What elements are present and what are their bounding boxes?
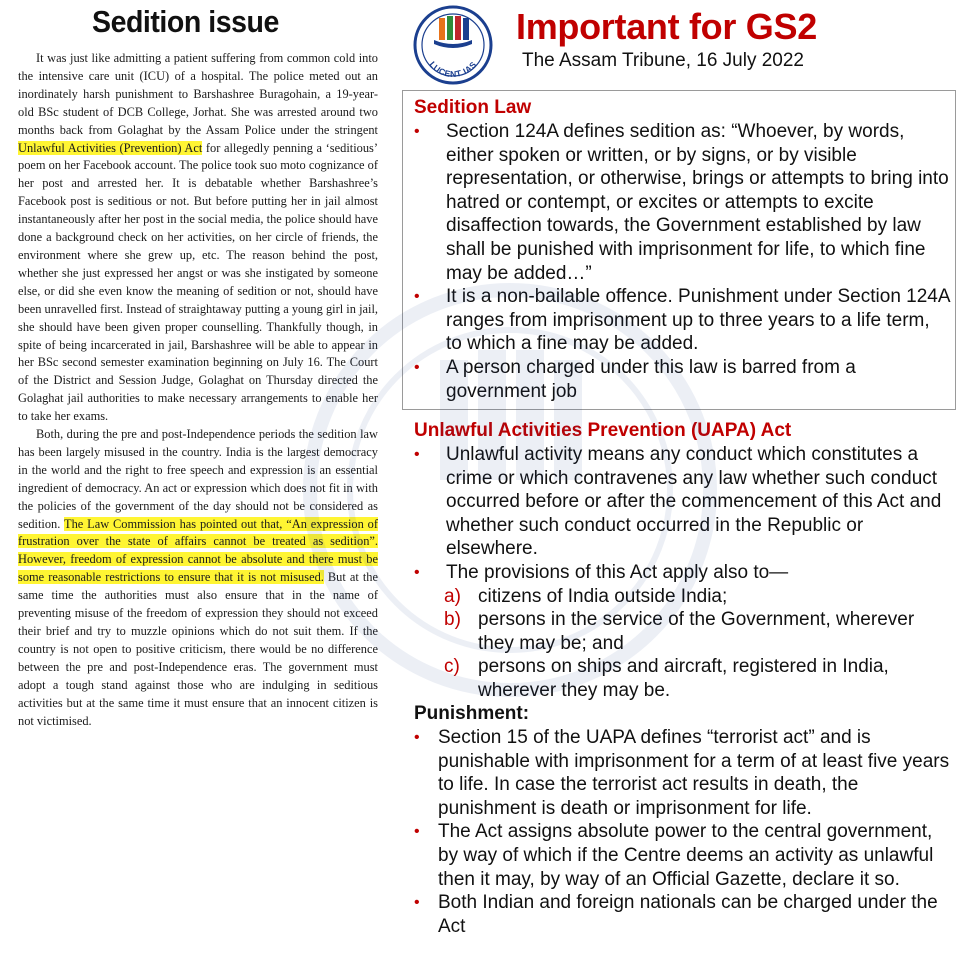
list-item [414, 120, 950, 285]
article-paragraph [18, 426, 378, 730]
lucent-ias-logo [412, 4, 494, 86]
article-text: Both, during the pre and post-Independence periods the sedition law has been largely misused in the country. India is the largest democracy in the world and the right to free speech and expression is an essential ingredient of democracy. An act or expression which does not fit in with the policies of the government of the day should not be considered as sedition. [18, 427, 378, 531]
article-body [18, 50, 378, 730]
bullet-text: The Act assigns absolute power to the central government, by way of which if the Centre deems an activity as unlawful then it may, by way of an Official Gazette, declare it so. [438, 821, 934, 890]
list-item [414, 443, 950, 561]
list-item [414, 285, 950, 356]
sedition-list [414, 120, 950, 403]
uapa-heading: Unlawful Activities Prevention (UAPA) Act [414, 420, 792, 441]
bullet-icon: • [414, 729, 420, 746]
list-item [414, 820, 954, 891]
sub-list-item [414, 608, 950, 655]
sub-text: persons in the service of the Government, wherever they may be; and [478, 609, 915, 654]
uapa-list [414, 443, 950, 703]
highlighted-text: The Law Commission has pointed out that, “An expression of frustration over the state of affairs cannot be treated as sedition”. However, freedom of expression cannot be absolute and there must be some reasonable restrictions to ensure that it is not misused. [18, 516, 378, 585]
bullet-text: Both Indian and foreign nationals can be charged under the Act [438, 892, 938, 937]
bullet-icon: • [414, 358, 420, 376]
bullet-text: Section 124A defines sedition as: “Whoever, by words, either spoken or written, or by signs, or by visible representation, or otherwise, brings or attempts to bring into hatred or contempt, or excites or attempts to excite disaffection towards, the Government established by law shall be punished with imprisonment for life, to which fine may be added…” [446, 121, 949, 284]
bullet-icon: • [414, 446, 420, 463]
sub-text: persons on ships and aircraft, registered in India, wherever they may be. [478, 656, 889, 701]
bullet-text: The provisions of this Act apply also to— [446, 561, 789, 583]
gs-title: Important for GS2 [516, 6, 817, 47]
article-text: It was just like admitting a patient suffering from common cold into the intensive care unit (ICU) of a hospital. The police meted out an inordinately harsh punishment to Barshashree Buragohain, a 19-year-old BSc student of DCB College, Jorhat. She was arrested around two months back from Golaghat by the Assam Police under the stringent [18, 51, 378, 137]
bullet-text: It is a non-bailable offence. Punishment under Section 124A ranges from imprisonment up to three years to a life term, to which a fine may be added. [446, 286, 950, 355]
bullet-text: Section 15 of the UAPA defines “terrorist act” and is punishable with imprisonment for a term of at least five years to life. In case the terrorist act results in death, the punishment is death or imprisonment for life. [438, 727, 950, 819]
sub-label: b) [444, 609, 461, 631]
highlighted-text: Unlawful Activities (Prevention) Act [18, 140, 203, 155]
sedition-heading: Sedition Law [414, 97, 532, 118]
source-line: The Assam Tribune, 16 July 2022 [522, 50, 804, 71]
newspaper-clipping [0, 0, 400, 960]
article-paragraph [18, 50, 378, 426]
bullet-icon: • [414, 288, 420, 306]
article-title: Sedition issue [92, 4, 279, 39]
sub-label: c) [444, 656, 460, 678]
notes-panel [400, 0, 960, 960]
sub-text: citizens of India outside India; [478, 585, 728, 607]
bullet-text: A person charged under this law is barred from a government job [446, 356, 856, 402]
bullet-icon: • [414, 894, 420, 912]
logo-text: LUCENT IAS [427, 59, 479, 80]
bullet-icon: • [414, 823, 420, 841]
list-item [414, 356, 950, 403]
bullet-icon: • [414, 123, 420, 140]
article-text: for allegedly penning a ‘seditious’ poem on her Facebook account. The police took suo moto cognizance of her post and arrested her. It is debatable whether Barshashree’s Facebook post is seditious or not. But before putting her in jail almost instantaneously after her post in the social media, the police should have done a background check on her activities, on her circle of friends, the environment where she grew up, etc. The reason behind the post, whether she just expressed her angst or was she instigated by someone else, or did she even know the meaning of sedition or not, should have been unravelled first. Instead of straightaway putting a young girl in jail, she should have been given proper counselling. Thankfully though, in spite of being incarcerated in jail, Barshashree will be able to appear in her BSc second semester examination beginning on July 16. The Court of the District and Session Judge, Golaghat on Thursday directed the Golaghat jail authorities to make necessary arrangements to enable her to take her exams. [18, 140, 378, 424]
article-text: But at the same time the authorities must also ensure that in the name of preventing misuse of the freedom of expression they should not exceed their brief and try to muzzle opinions which do not suit them. If the country is not open to positive criticism, there would be no difference between the pre and post-Independence eras. The government must adopt a tough stand against those who are indulging in seditious activities but at the same time it must ensure that an innocent citizen is not victimised. [18, 570, 378, 728]
sub-list-item [414, 655, 950, 702]
list-item [414, 726, 954, 820]
punishment-list [414, 726, 954, 938]
list-item [414, 891, 954, 938]
uapa-sublist [414, 585, 950, 703]
sub-list-item [414, 585, 950, 609]
sub-label: a) [444, 585, 461, 607]
punishment-heading: Punishment: [414, 703, 530, 724]
header [400, 0, 960, 90]
list-item [414, 561, 950, 703]
bullet-text: Unlawful activity means any conduct which constitutes a crime or which contravenes any law whether such conduct occurred before or after the commencement of this Act and whether such conduct occurred in the Republic or elsewhere. [446, 444, 942, 560]
bullet-icon: • [414, 563, 420, 581]
